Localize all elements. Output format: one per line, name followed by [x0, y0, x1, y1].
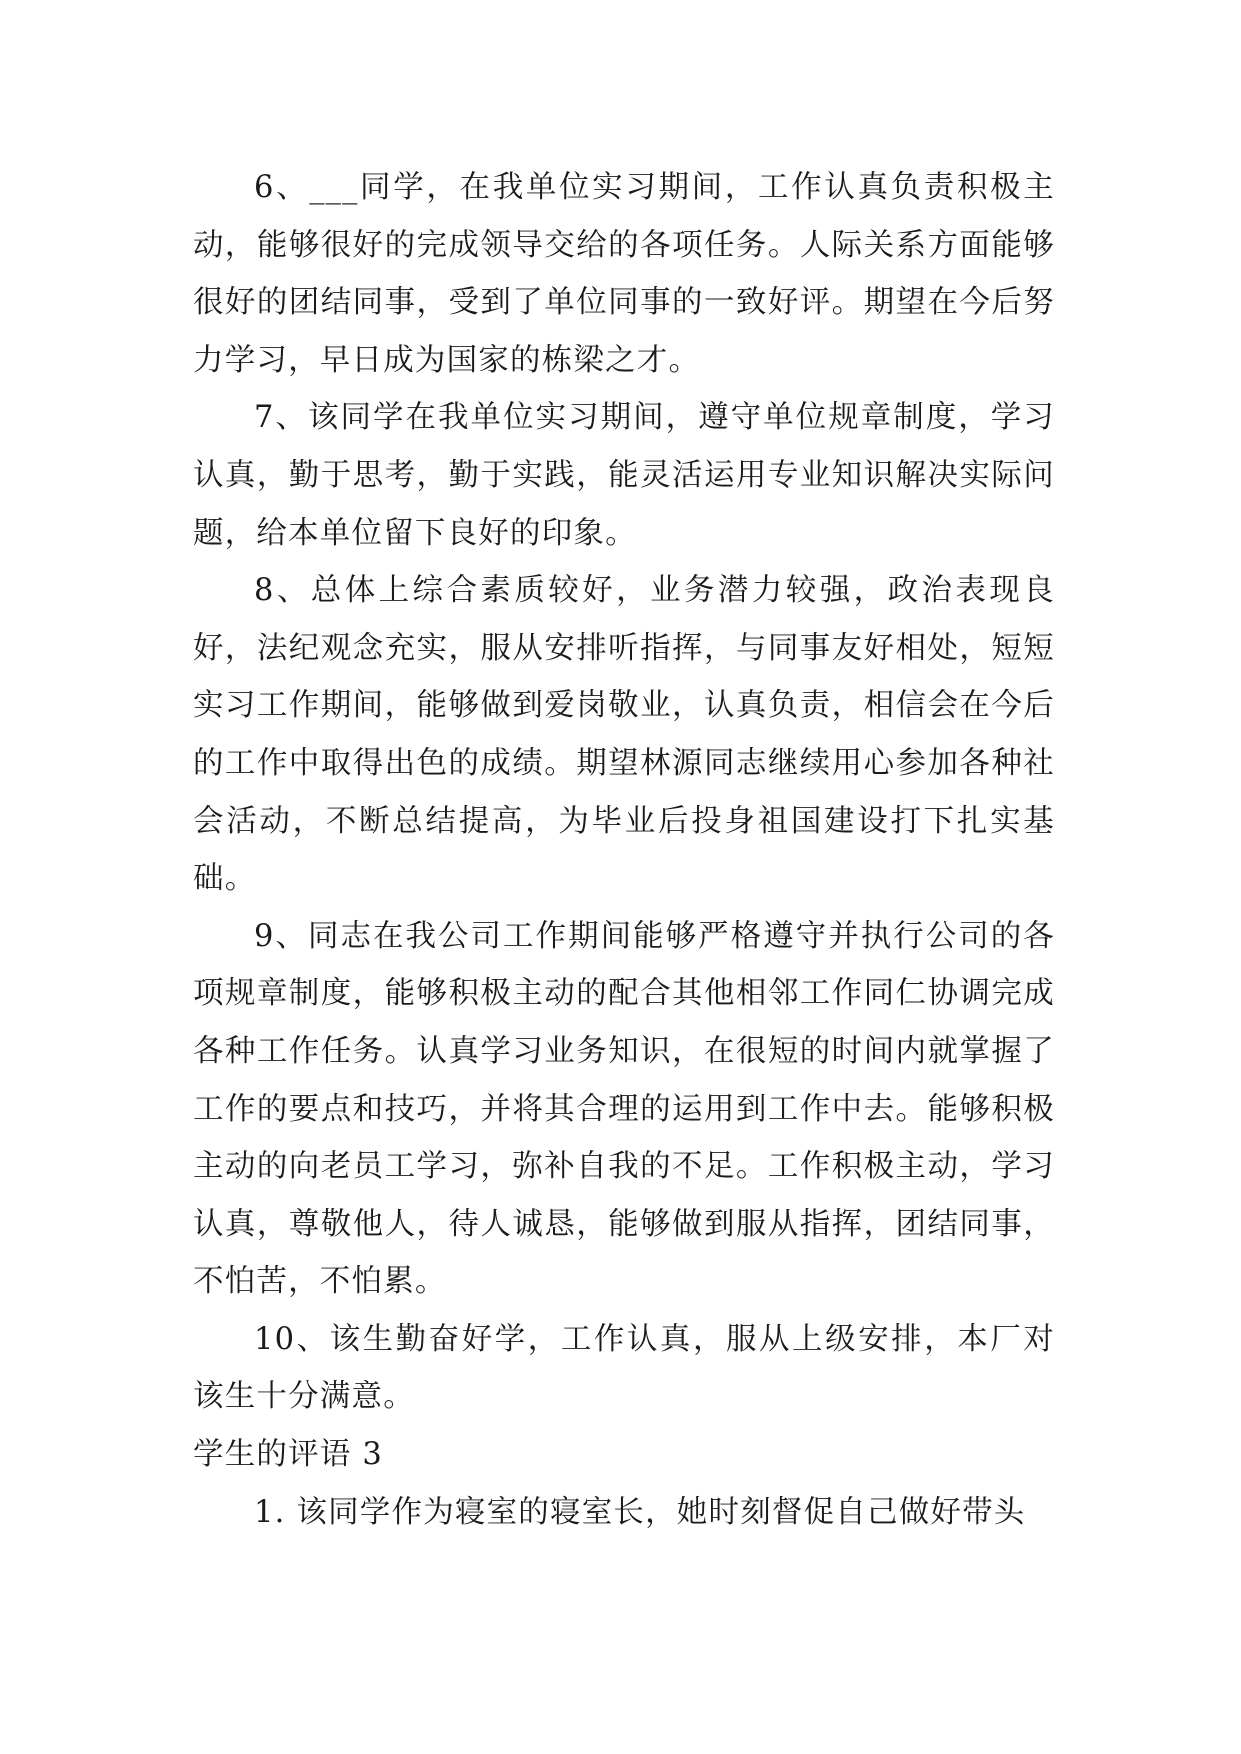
paragraph-item-10: 10、该生勤奋好学，工作认真，服从上级安排，本厂对该生十分满意。	[193, 1321, 1055, 1415]
paragraph-item-1: 1. 该同学作为寝室的寝室长，她时刻督促自己做好带头	[254, 1494, 1026, 1530]
paragraph-item-9: 9、同志在我公司工作期间能够严格遵守并执行公司的各项规章制度，能够积极主动的配合其他相邻工作同仁协调完成各种工作任务。认真学习业务知识，在很短的时间内就掌握了工作的要点和技巧，并将其合理的运用到工作中去。能够积极主动的向老员工学习，弥补自我的不足。工作积极主动，学习认真，尊敬他人，待人诚恳，能够做到服从指挥，团结同事，不怕苦，不怕累。	[193, 918, 1055, 1300]
paragraph-item-7: 7、该同学在我单位实习期间，遵守单位规章制度，学习认真，勤于思考，勤于实践，能灵活运用专业知识解决实际问题，给本单位留下良好的印象。	[193, 400, 1055, 551]
paragraph-item-8: 8、总体上综合素质较好，业务潜力较强，政治表现良好，法纪观念充实，服从安排听指挥，与同事友好相处，短短实习工作期间，能够做到爱岗敬业，认真负责，相信会在今后的工作中取得出色的成绩。期望林源同志继续用心参加各种社会活动，不断总结提高，为毕业后投身祖国建设打下扎实基础。	[193, 573, 1055, 897]
paragraph-item-6: 6、___同学，在我单位实习期间，工作认真负责积极主动，能够很好的完成领导交给的各项任务。人际关系方面能够很好的团结同事，受到了单位同事的一致好评。期望在今后努力学习，早日成为国家的栋梁之才。	[193, 170, 1055, 378]
document-body	[193, 159, 1055, 1541]
section-heading: 学生的评语 3	[193, 1437, 383, 1473]
